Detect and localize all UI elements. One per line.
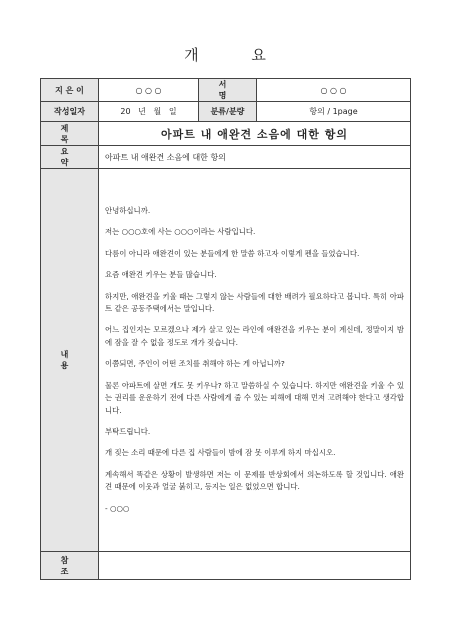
content-label: 내 용 (41, 169, 99, 552)
subject-value[interactable]: 아파트 내 애완견 소음에 대한 항의 (99, 122, 411, 146)
content-row (41, 169, 411, 552)
reference-label: 참 조 (41, 552, 99, 580)
content-paragraph: 저는 ○○○호에 사는 ○○○이라는 사람입니다. (105, 227, 256, 237)
summary-row (41, 146, 411, 169)
summary-value[interactable]: 아파트 내 애완견 소음에 대한 항의 (99, 146, 411, 169)
content-paragraph: - ○○○ (105, 503, 130, 513)
author-row (41, 79, 411, 102)
subject-label: 제 목 (41, 122, 99, 146)
summary-label: 요 약 (41, 146, 99, 169)
signature-label: 서 명 (199, 79, 257, 102)
content-body[interactable] (99, 169, 411, 552)
content-paragraph: 어느 집인지는 모르겠으나 제가 살고 있는 라인에 애완견을 키우는 분이 계신데, 정말이지 밤에 잠을 잘 수 없을 정도로 개가 짖습니다. (105, 325, 404, 347)
reference-value[interactable] (99, 552, 411, 580)
content-paragraph: 물론 아파트에 살면 개도 못 키우나? 하고 말씀하실 수 있습니다. 하지만 애완견을 키울 수 있는 권리를 운운하기 전에 다른 사람에게 줄 수 있는 피해에 대해 먼저 고려해야 한다고 생각합니다. (105, 380, 404, 415)
date-label: 작성일자 (41, 102, 99, 122)
content-paragraph: 이쯤되면, 주인이 어떤 조치를 취해야 하는 게 아닙니까? (105, 359, 285, 369)
content-paragraph: 부탁드립니다. (105, 426, 151, 436)
date-row (41, 102, 411, 122)
content-paragraph: 안녕하십니까. (105, 206, 151, 216)
content-paragraph: 개 짖는 소리 때문에 다른 집 사람들이 밤에 잠 못 이루게 하지 마십시오. (105, 448, 336, 458)
reference-row (41, 552, 411, 580)
date-value[interactable]: 20 년 월 일 (99, 102, 199, 122)
subject-row (41, 122, 411, 146)
content-paragraph: 요즘 애완견 키우는 분들 많습니다. (105, 270, 217, 280)
content-paragraph: 다름이 아니라 애완견이 있는 분들에게 한 말씀 하고자 이렇게 펜을 들었습니다. (105, 248, 360, 258)
signature-value[interactable]: ○ ○ ○ (257, 79, 411, 102)
document-title: 개 요 (184, 46, 290, 64)
author-value[interactable]: ○ ○ ○ (99, 79, 199, 102)
category-value[interactable]: 항의 / 1page (257, 102, 411, 122)
summary-form-table (40, 78, 411, 580)
author-label: 지 은 이 (41, 79, 99, 102)
content-paragraph: 하지만, 애완견을 키울 때는 그렇지 않는 사람들에 대한 배려가 필요하다고 봅니다. 특히 아파트 같은 공동주택에서는 말입니다. (105, 291, 404, 314)
category-label: 분류/분량 (199, 102, 257, 122)
content-paragraph: 계속해서 똑같은 상황이 발생하면 저는 이 문제를 반상회에서 의논하도록 할 것입니다. 애완견 때문에 이웃과 얼굴 붉히고, 등지는 일은 없었으면 합니다. (105, 469, 404, 492)
